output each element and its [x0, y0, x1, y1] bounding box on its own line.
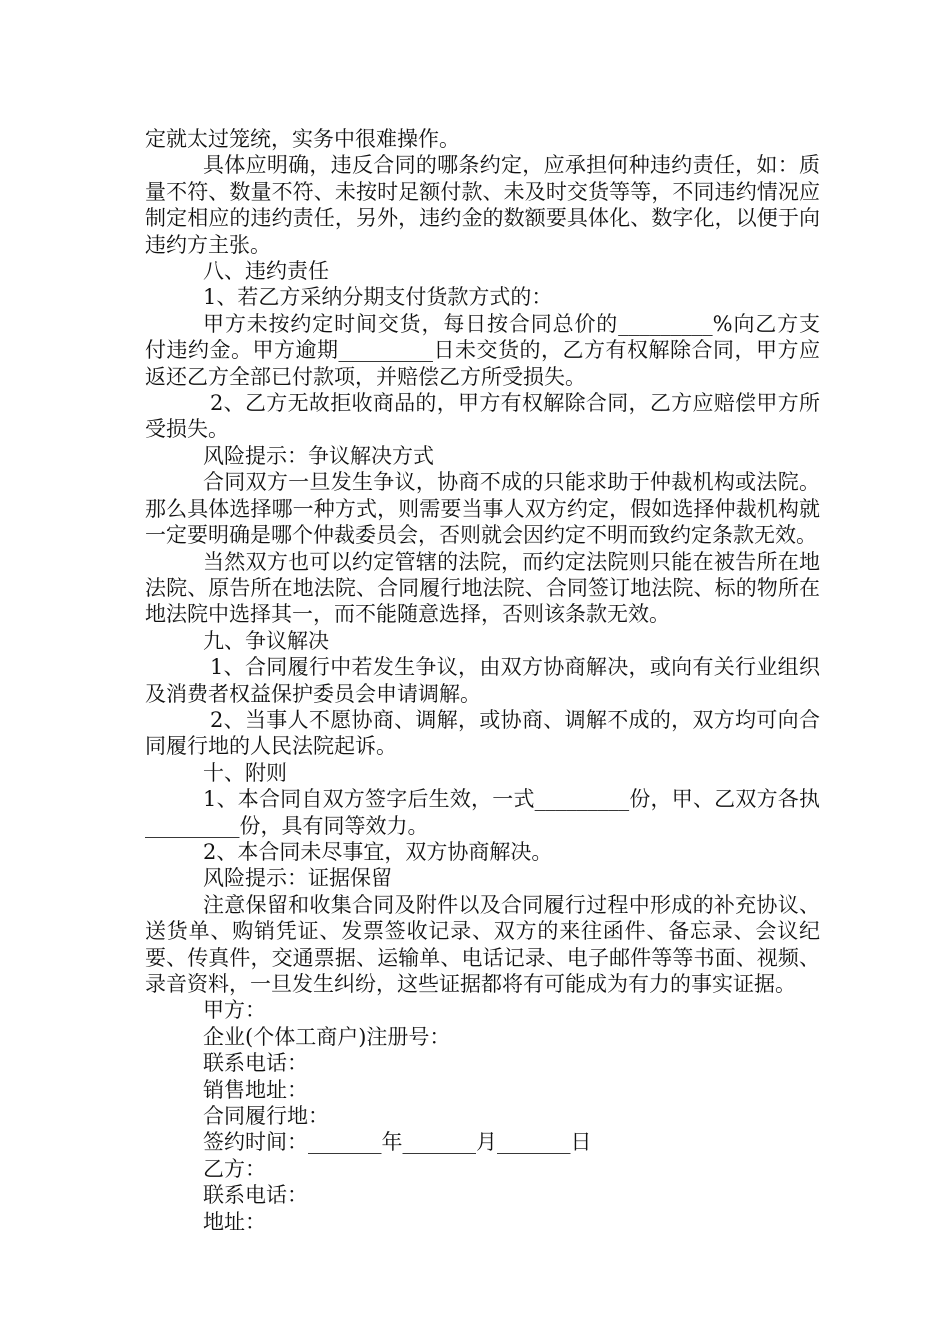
- clause-supplementary-2: 2、本合同未尽事宜，双方协商解决。: [203, 839, 553, 864]
- clause-dispute-2: 2、当事人不愿协商、调解，或协商、调解不成的，双方均可向合同履行地的人民法院起诉。: [145, 707, 820, 759]
- paragraph-continuation: 定就太过笼统，实务中很难操作。: [145, 127, 460, 151]
- party-a-label: 甲方：: [203, 998, 266, 1023]
- clause-supplementary-1: 1、本合同自双方签字后生效，一式_________份，甲、乙双方各执_________份，具有同等效力。: [145, 787, 820, 838]
- risk-heading-evidence: 风险提示：证据保留: [203, 866, 392, 891]
- party-b-label: 乙方：: [203, 1156, 266, 1181]
- party-b-address-field: 地址：: [203, 1209, 266, 1234]
- clause-breach-1: 1、若乙方采纳分期支付货款方式的：: [203, 285, 553, 310]
- clause-dispute-1: 1、合同履行中若发生争议，由双方协商解决，或向有关行业组织及消费者权益保护委员会申请调解。: [145, 655, 820, 706]
- party-b-phone-field: 联系电话：: [203, 1183, 308, 1208]
- performance-place-field: 合同履行地：: [203, 1104, 329, 1129]
- registration-number-field: 企业(个体工商户)注册号：: [203, 1024, 451, 1049]
- section-heading-dispute: 九、争议解决: [203, 628, 329, 653]
- signing-date-field: 签约时间：_______年_______月_______日: [203, 1130, 592, 1155]
- paragraph-breach-advice: 具体应明确，违反合同的哪条约定，应承担何种违约责任，如：质量不符、数量不符、未按时足额付款、未及时交货等等，不同违约情况应制定相应的违约责任，另外，违约金的数额要具体化、数字化，以便于向违约方主张。: [145, 153, 820, 257]
- clause-breach-1-detail: 甲方未按约定时间交货，每日按合同总价的_________%向乙方支付违约金。甲方逾期_________日未交货的，乙方有权解除合同，甲方应返还乙方全部已付款项，并赔偿乙方所受损失。: [145, 311, 820, 389]
- risk-heading-dispute: 风险提示：争议解决方式: [203, 443, 434, 468]
- section-heading-supplementary: 十、附则: [203, 760, 287, 785]
- paragraph-dispute-2: 当然双方也可以约定管辖的法院，而约定法院则只能在被告所在地法院、原告所在地法院、合同履行地法院、合同签订地法院、标的物所在地法院中选择其一，而不能随意选择，否则该条款无效。: [145, 549, 820, 627]
- section-heading-breach: 八、违约责任: [203, 259, 329, 284]
- party-a-phone-field: 联系电话：: [203, 1051, 308, 1076]
- paragraph-dispute-1: 合同双方一旦发生争议，协商不成的只能求助于仲裁机构或法院。那么具体选择哪一种方式，则需要当事人双方约定，假如选择仲裁机构就一定要明确是哪个仲裁委员会，否则就会因约定不明而致约定条款无效。: [145, 470, 820, 548]
- clause-breach-2: 2、乙方无故拒收商品的，甲方有权解除合同，乙方应赔偿甲方所受损失。: [145, 391, 820, 442]
- sales-address-field: 销售地址：: [203, 1077, 308, 1102]
- paragraph-evidence: 注意保留和收集合同及附件以及合同履行过程中形成的补充协议、送货单、购销凭证、发票签收记录、双方的来往函件、备忘录、会议纪要、传真件，交通票据、运输单、电话记录、电子邮件等等书面、视频、录音资料，一旦发生纠纷，这些证据都将有可能成为有力的事实证据。: [145, 892, 820, 996]
